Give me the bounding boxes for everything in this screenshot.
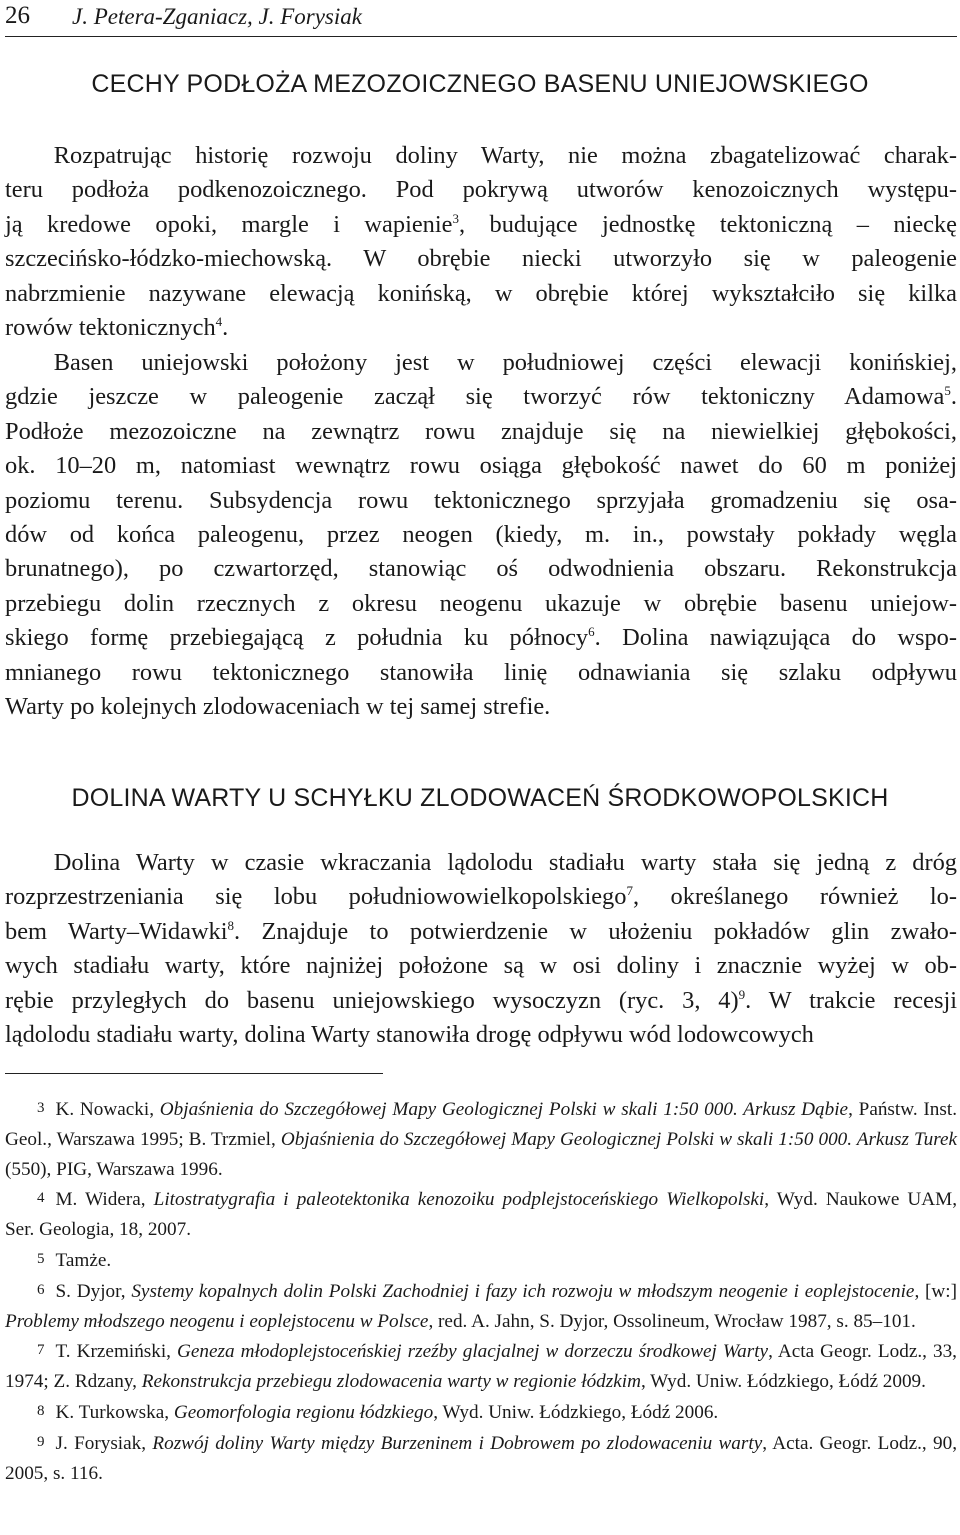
footnote: 5 Tamże. (5, 1245, 957, 1276)
footnote-number: 9 (37, 1433, 45, 1450)
section-title-1: CECHY PODŁOŻA MEZOZOICZNEGO BASENU UNIEJOWSKIEGO (91, 70, 869, 98)
text-line: bem Warty–Widawki$^8$. Znajduje to potwierdzenie w ułożeniu pokładów glin zwało- (5, 917, 957, 945)
running-header (5, 2, 957, 37)
text-line: poziomu terenu. Subsydencja rowu tektonicznego sprzyjała gromadzeniu się osa- (5, 486, 957, 514)
text-line: lądolodu stadiału warty, dolina Warty stanowiła drogę odpływu wód lodowcowych (5, 1020, 814, 1048)
text-line: Basen uniejowski położony jest w południowej części elewacji konińskiej, (5, 349, 957, 376)
footnote-title: Objaśnienia do Szczegółowej Mapy Geologicznej Polski w skali 1:50 000. Arkusz Dąbie (159, 1099, 849, 1120)
paragraph (5, 139, 957, 345)
footnote-number: 8 (37, 1402, 45, 1419)
section-title-2: DOLINA WARTY U SCHYŁKU ZLODOWACEŃ ŚRODKOWOPOLSKICH (71, 784, 889, 812)
footnote: 6 S. Dyjor, Systemy kopalnych dolin Polski Zachodniej i fazy ich rozwoju w młodszym neogenie i eoplejstocenie, [w:] Problemy młodszego neogenu i eoplejstocenu w Polsce, red. A. Jahn, S. Dyjor, Ossolineum, Wrocław 1987, s. 85–101. (5, 1276, 957, 1337)
footnote-ref[interactable]: 8 (227, 917, 235, 933)
text-line: nabrzmienie nazywane elewacją konińską, w obrębie której wykształciło się kilka (5, 279, 957, 307)
footnote: 7 T. Krzemiński, Geneza młodoplejstoceńskiej rzeźby glacjalnej w dorzeczu środkowej Warty, Acta Geogr. Lodz., 33, 1974; Z. Rdzany, Rekonstrukcja przebiegu zlodowacenia warty w regionie łódzkim, Wyd. Uniw. Łódzkiego, Łódź 2009. (5, 1336, 957, 1397)
page-number: 26 (5, 2, 30, 29)
text-line: rowów tektonicznych$^4$. (5, 313, 229, 341)
footnote-separator (5, 1073, 383, 1074)
text-line: skiego formę przebiegającą z południa ku północy$^6$. Dolina nawiązująca do wspo- (5, 624, 957, 652)
text-line: ją kredowe opoki, margle i wapienie$^3$, budujące jednostkę tektoniczną – nieckę (5, 210, 958, 238)
running-head-authors: J. Petera-Zganiacz, J. Forysiak (72, 4, 362, 29)
footnote-ref[interactable]: 3 (452, 210, 459, 226)
text-line: ok. 10–20 m, natomiast wewnątrz rowu osiąga głębokość nawet do 60 m poniżej (5, 452, 957, 480)
text-line: brunatnego), po czwartorzęd, stanowiąc oś odwodnienia obszaru. Rekonstrukcja (5, 555, 957, 583)
footnote-ref[interactable]: 6 (588, 624, 595, 639)
text-line: rozprzestrzeniania się lobu południowowielkopolskiego$^7$, określanego również lo- (5, 883, 957, 911)
text-line: Warty po kolejnych zlodowaceniach w tej samej strefie. (5, 692, 551, 720)
footnote-number: 5 (37, 1250, 45, 1267)
text-line: teru podłoża podkenozoicznego. Pod pokrywą utworów kenozoicznych występu- (5, 176, 957, 204)
footnote-title: Systemy kopalnych dolin Polski Zachodniej i fazy ich rozwoju w młodszym neogenie i eoplejstocenie (131, 1280, 915, 1302)
footnote: 9 J. Forysiak, Rozwój doliny Warty między Burzeninem i Dobrowem po zlodowaceniu warty, Acta. Geogr. Lodz., 90, 2005, s. 116. (5, 1428, 957, 1489)
footnote-number: 3 (37, 1100, 45, 1116)
text-line: rębie przyległych do basenu uniejowskiego wysoczyzn (ryc. 3, 4)$^9$. W trakcie recesji (5, 986, 957, 1014)
footnote-number: 4 (37, 1190, 45, 1207)
footnote: 3 K. Nowacki, Objaśnienia do Szczegółowej Mapy Geologicznej Polski w skali 1:50 000. Arkusz Dąbie, Państw. Inst. Geol., Warszawa 1995; B. Trzmiel, Objaśnienia do Szczegółowej Mapy Geologicznej Polski w skali 1:50 000. Arkusz Turek (550), PIG, Warszawa 1996. (5, 1094, 957, 1184)
text-line: dów od końca paleogenu, przez neogen (kiedy, m. in., powstały pokłady węgla (5, 520, 957, 548)
text-line: wych stadiału warty, które najniżej położone są w osi doliny i znacznie wyżej w ob- (5, 952, 957, 980)
footnote-title: Objaśnienia do Szczegółowej Mapy Geologicznej Polski w skali 1:50 000. Arkusz Turek (280, 1128, 958, 1150)
footnote-ref[interactable]: 4 (215, 313, 223, 329)
footnote-title: Litostratygrafia i paleotektonika kenozoiku podplejstoceńskiego Wielkopolski (153, 1189, 765, 1211)
footnote-ref[interactable]: 9 (738, 986, 746, 1002)
footnote-title: Geomorfologia regionu łódzkiego (173, 1401, 434, 1423)
footnote-title: Rozwój doliny Warty między Burzeninem i Dobrowem po zlodowaceniu warty (152, 1432, 763, 1454)
footnotes (5, 1094, 957, 1488)
paragraph (5, 846, 957, 1052)
footnote: 4 M. Widera, Litostratygrafia i paleotektonika kenozoiku podplejstoceńskiego Wielkopolski, Wyd. Naukowe UAM, Ser. Geologia, 18, 2007. (5, 1184, 957, 1245)
footnote-title: Rekonstrukcja przebiegu zlodowacenia warty w regionie łódzkim (141, 1371, 641, 1393)
text-line: gdzie jeszcze w paleogenie zaczął się tworzyć rów tektoniczny Adamowa$^5$. (5, 383, 957, 411)
footnote-number: 7 (37, 1342, 45, 1359)
paragraph (5, 346, 957, 724)
text-line: Podłoże mezozoiczne na zewnątrz rowu znajduje się na niewielkiej głębokości, (5, 417, 957, 445)
text-line: szczecińsko-łódzko-miechowską. W obrębie niecki utworzyło się w paleogenie (5, 245, 957, 273)
footnote: 8 K. Turkowska, Geomorfologia regionu łódzkiego, Wyd. Uniw. Łódzkiego, Łódź 2006. (5, 1397, 957, 1428)
text-line: Dolina Warty w czasie wkraczania lądolodu stadiału warty stała się jedną z dróg (5, 849, 957, 876)
footnote-title: Geneza młodoplejstoceńskiej rzeźby glacjalnej w dorzeczu środkowej Warty (177, 1341, 769, 1363)
footnote-ref[interactable]: 7 (626, 883, 633, 899)
footnote-title: Problemy młodszego neogenu i eoplejstocenu w Polsce (5, 1310, 429, 1332)
text-line: przebiegu dolin rzecznych z okresu neogenu ukazuje w obrębie basenu uniejow- (5, 589, 957, 617)
text-line: mnianego rowu tektonicznego stanowiła linię odnawiania się szlaku odpływu (5, 658, 957, 686)
text-line: Rozpatrując historię rozwoju doliny Warty, nie można zbagatelizować charak- (5, 142, 957, 169)
footnote-number: 6 (37, 1281, 45, 1298)
footnote-ref[interactable]: 5 (944, 383, 951, 399)
